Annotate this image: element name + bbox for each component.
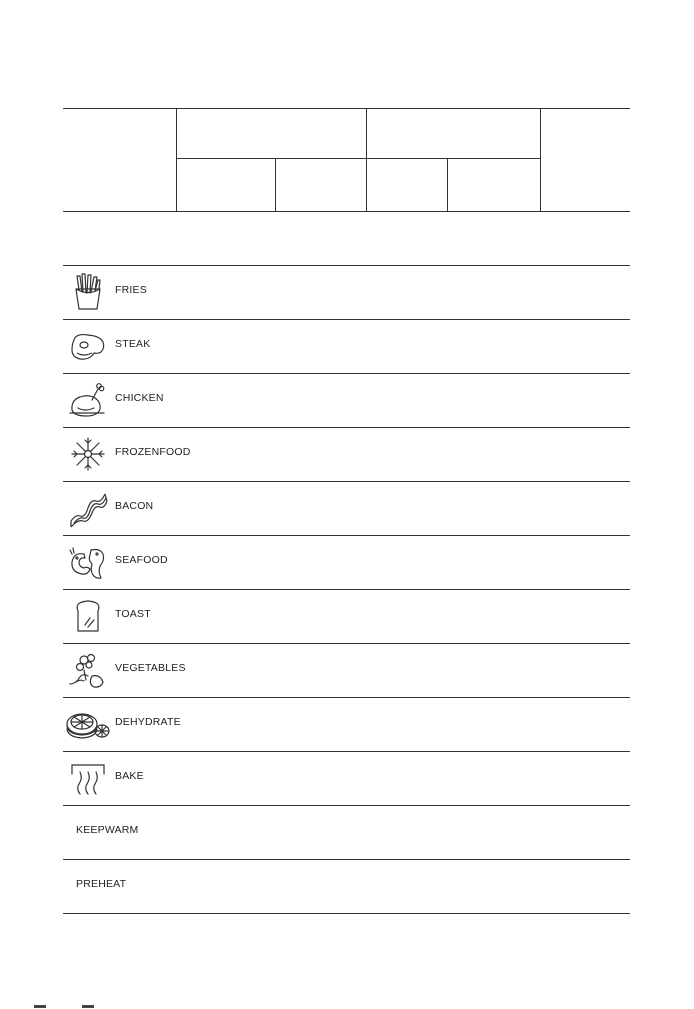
fries-icon [68, 272, 108, 312]
program-row-toast [63, 589, 630, 643]
program-row-seafood [63, 535, 630, 589]
program-row-bake [63, 751, 630, 805]
header-bottom-rule [63, 211, 630, 212]
header-divider [275, 158, 276, 212]
header-divider [366, 108, 367, 212]
program-label: FROZENFOOD [115, 446, 191, 458]
program-label: STEAK [115, 338, 151, 350]
program-label: SEAFOOD [115, 554, 168, 566]
program-row-preheat [63, 859, 630, 913]
bacon-icon [68, 488, 108, 528]
program-label: BACON [115, 500, 154, 512]
program-label: FRIES [115, 284, 147, 296]
program-row-vegetables [63, 643, 630, 697]
row-rule [63, 913, 630, 914]
program-label: TOAST [115, 608, 151, 620]
header-divider [540, 108, 541, 212]
dehydrate-icon [65, 704, 111, 744]
program-row-dehydrate [63, 697, 630, 751]
seafood-icon [68, 542, 108, 582]
bake-icon [68, 758, 108, 798]
program-label: CHICKEN [115, 392, 164, 404]
program-label: DEHYDRATE [115, 716, 181, 728]
page-edge-mark [34, 1005, 46, 1008]
toast-icon [68, 596, 108, 636]
program-label: KEEPWARM [76, 824, 139, 836]
chicken-icon [68, 380, 108, 420]
page-edge-mark [82, 1005, 94, 1008]
program-row-bacon [63, 481, 630, 535]
header-top-rule [63, 108, 630, 109]
program-label: BAKE [115, 770, 144, 782]
steak-icon [68, 326, 108, 366]
snowflake-icon [68, 434, 108, 474]
program-row-frozenfood [63, 427, 630, 481]
program-row-keepwarm [63, 805, 630, 859]
program-label: PREHEAT [76, 878, 127, 890]
program-row-fries [63, 265, 630, 319]
header-divider [176, 108, 177, 212]
vegetables-icon [68, 650, 108, 690]
program-row-steak [63, 319, 630, 373]
header-divider [447, 158, 448, 212]
program-row-chicken [63, 373, 630, 427]
program-label: VEGETABLES [115, 662, 186, 674]
header-sub-rule [176, 158, 540, 159]
